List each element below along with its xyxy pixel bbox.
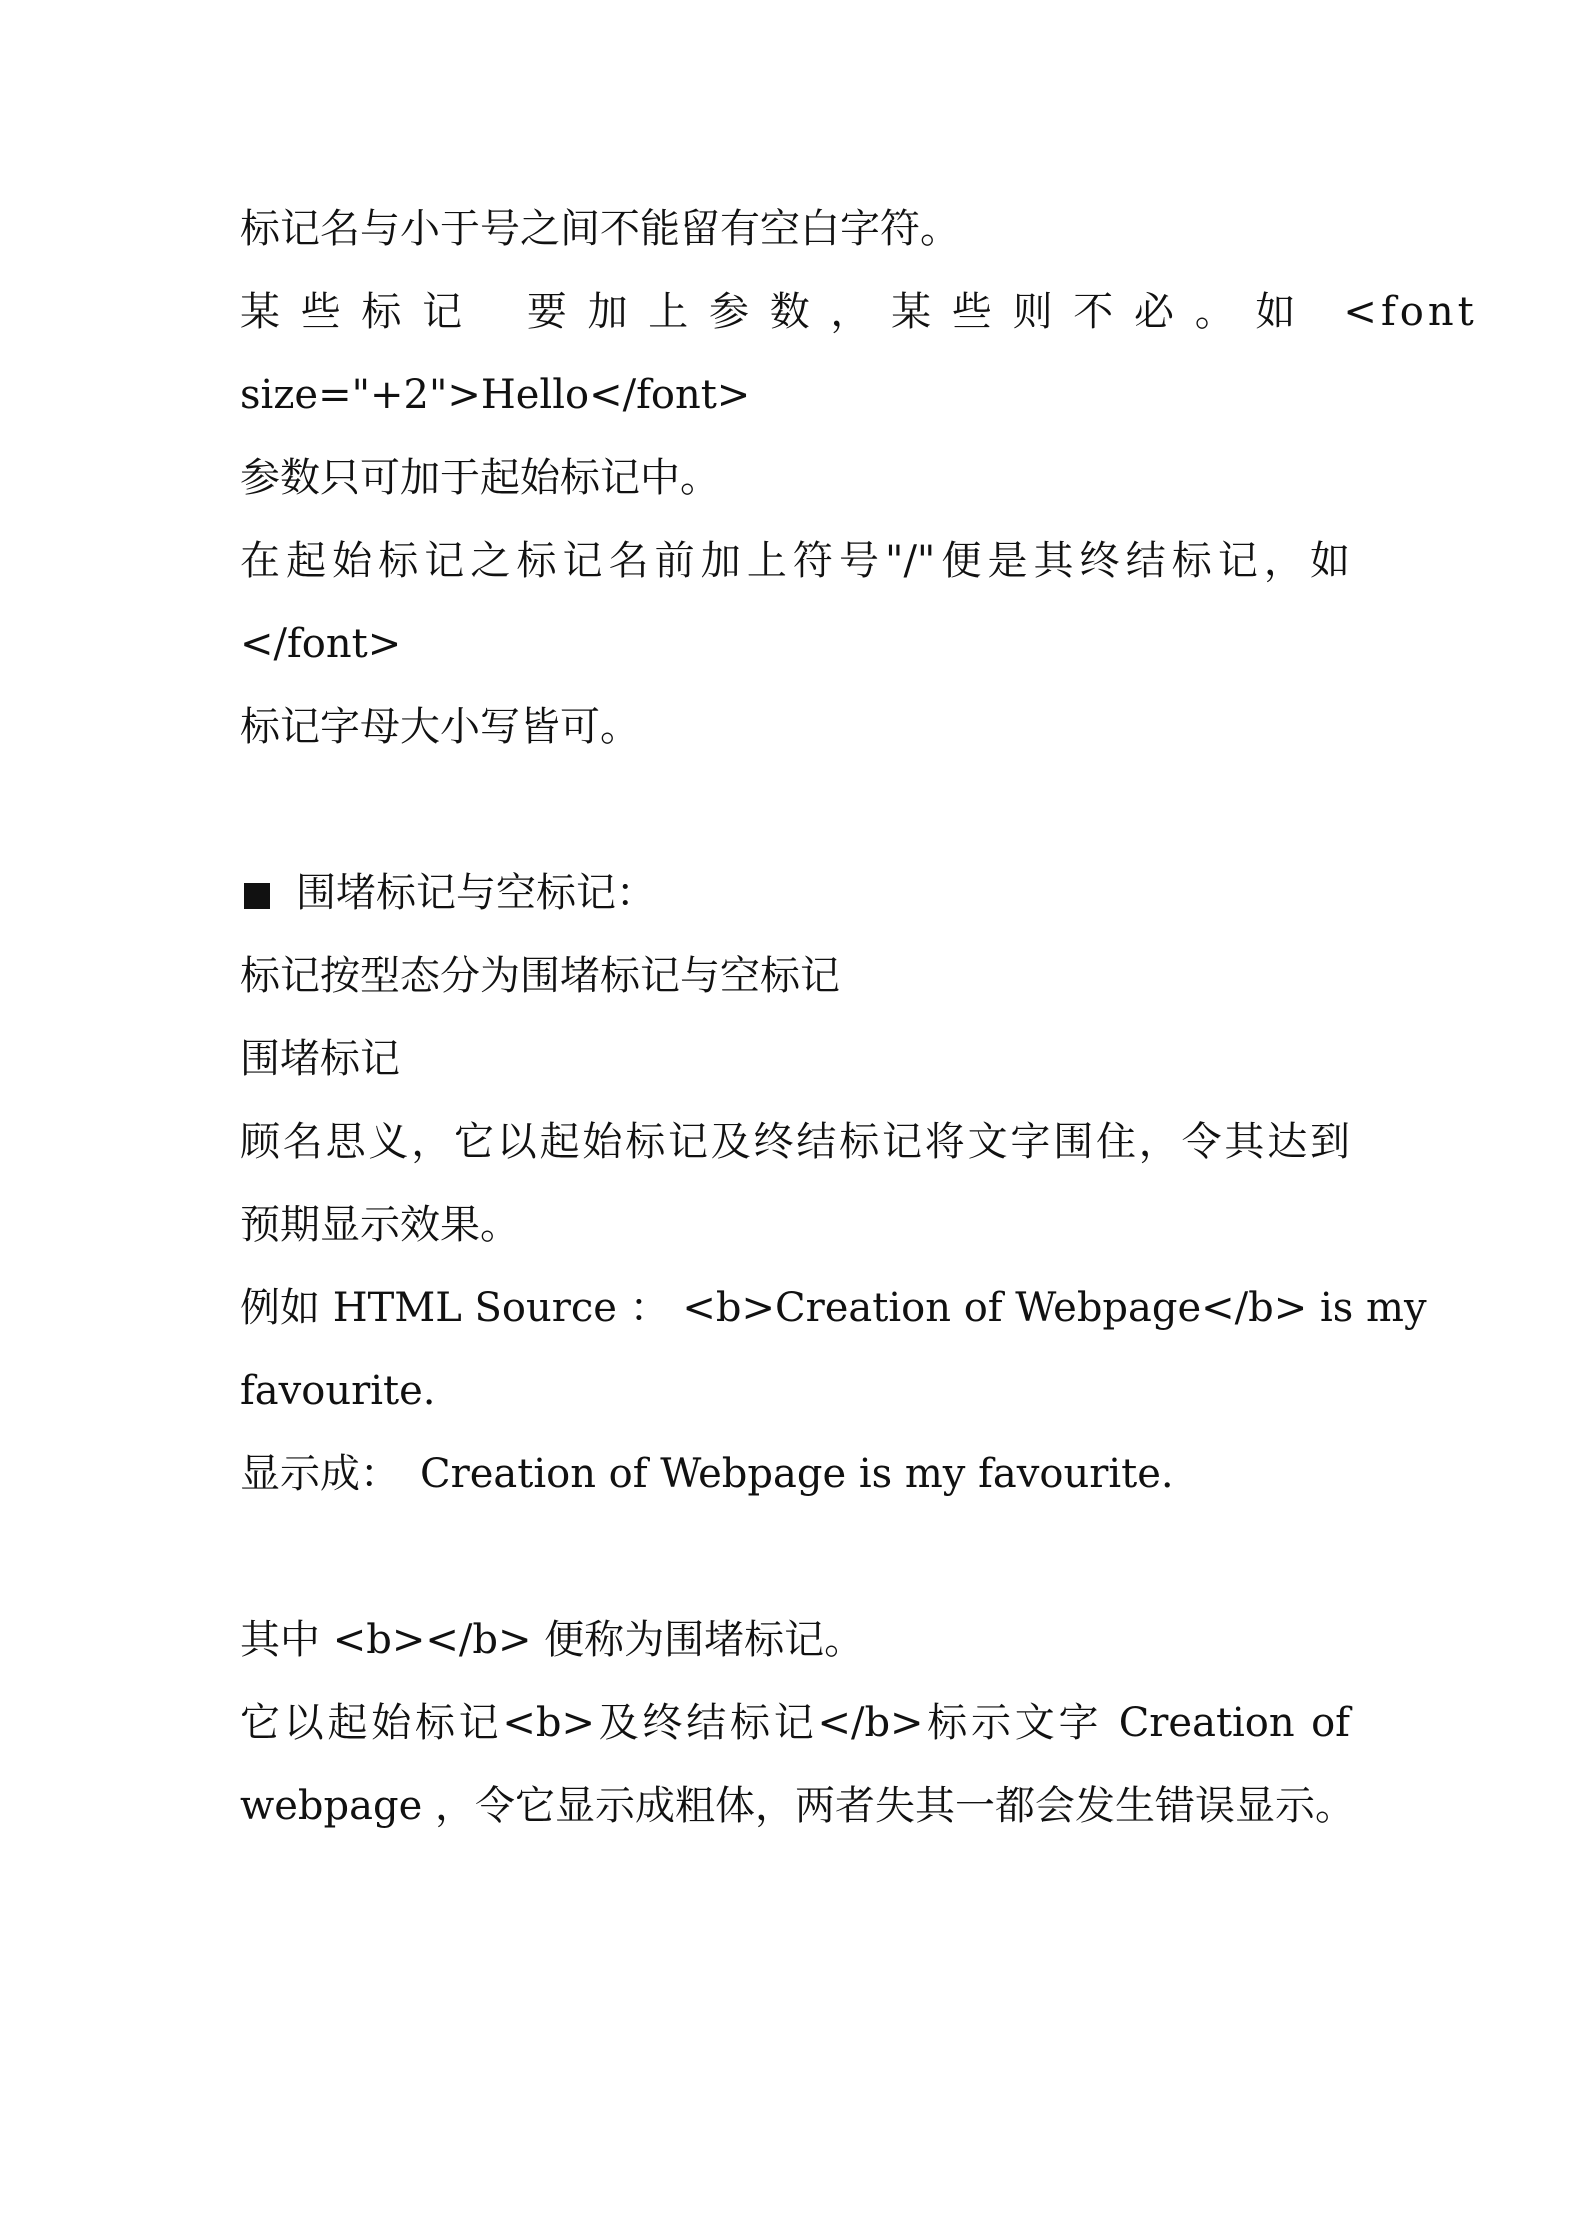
paragraph-line: 参数只可加于起始标记中。: [240, 455, 720, 501]
paragraph-line: 其中 <b></b> 便称为围堵标记。: [240, 1617, 865, 1663]
paragraph-line: 例如 HTML Source ： <b>Creation of Webpage</b> is my: [240, 1285, 1427, 1331]
document-body: [240, 199, 1478, 1859]
paragraph-line: 某 些 标 记 要 加 上 参 数 ， 某 些 则 不 必 。 如 <font: [240, 289, 1478, 335]
blank-line: [240, 780, 1350, 863]
paragraph-line: 围堵标记: [240, 1036, 400, 1082]
paragraph-line: 标记按型态分为围堵标记与空标记: [240, 953, 840, 999]
paragraph-line: 预期显示效果。: [240, 1202, 520, 1248]
section-heading-text: 围堵标记与空标记：: [296, 870, 656, 916]
paragraph-line: 它以起始标记<b>及终结标记</b>标示文字 Creation of: [240, 1700, 1350, 1746]
paragraph-line: size="+2">Hello</font>: [240, 372, 751, 418]
paragraph-line: 显示成： Creation of Webpage is my favourite.: [240, 1451, 1174, 1497]
blank-line: [240, 1527, 1350, 1610]
paragraph-line: 标记名与小于号之间不能留有空白字符。: [240, 206, 960, 252]
section-heading: [240, 863, 1350, 946]
paragraph-line: 顾名思义，它以起始标记及终结标记将文字围住，令其达到: [240, 1119, 1350, 1165]
paragraph-line: 标记字母大小写皆可。: [240, 704, 640, 750]
paragraph-line: 在起始标记之标记名前加上符号"/"便是其终结标记，如: [240, 538, 1350, 584]
paragraph-line: webpage ，令它显示成粗体，两者失其一都会发生错误显示。: [240, 1783, 1355, 1829]
square-bullet-icon: [244, 883, 270, 909]
paragraph-line: favourite.: [240, 1368, 436, 1414]
paragraph-line: </font>: [240, 621, 402, 667]
